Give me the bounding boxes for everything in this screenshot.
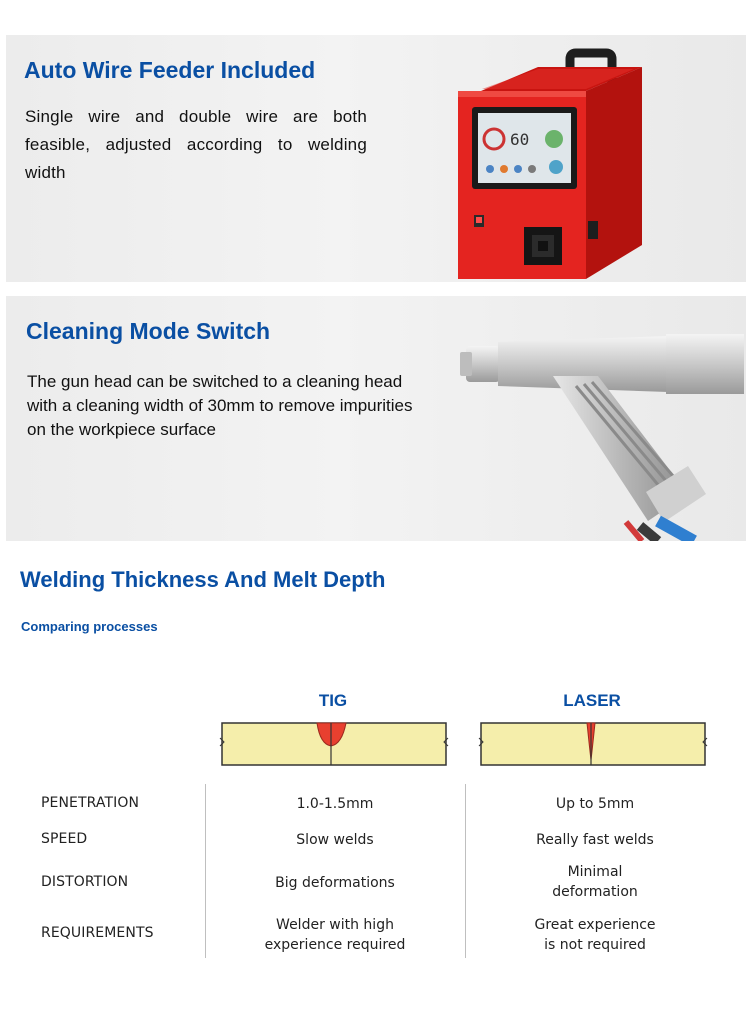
laser-speed: Really fast welds bbox=[536, 832, 654, 848]
tig-distortion: Big deformations bbox=[275, 875, 395, 891]
feature-title: Cleaning Mode Switch bbox=[26, 318, 271, 344]
tig-weld-diagram bbox=[218, 716, 450, 770]
laser-penetration: Up to 5mm bbox=[555, 796, 635, 812]
feature-description: The gun head can be switched to a cleaning head with a cleaning width of 30mm to remove impurities on the workpiece surface bbox=[27, 372, 413, 439]
laser-weld-diagram bbox=[477, 716, 709, 770]
row-label-penetration: PENETRATION bbox=[41, 795, 140, 811]
column-header-tig: TIG bbox=[318, 691, 348, 710]
laser-distortion: Minimal deformation bbox=[552, 864, 638, 900]
column-header-laser: LASER bbox=[563, 691, 621, 710]
comparison-subtitle: Comparing processes bbox=[21, 619, 158, 634]
feature-panel-wire-feeder bbox=[6, 35, 746, 282]
tig-speed: Slow welds bbox=[296, 832, 374, 848]
column-divider bbox=[465, 784, 466, 958]
laser-requirements: Great experience is not required bbox=[534, 917, 656, 953]
feature-panel-cleaning-mode bbox=[6, 296, 746, 541]
wire-feeder-image bbox=[446, 43, 656, 281]
comparison-title: Welding Thickness And Melt Depth bbox=[20, 567, 386, 592]
feature-title: Auto Wire Feeder Included bbox=[24, 57, 316, 83]
row-label-speed: SPEED bbox=[41, 831, 88, 847]
row-label-distortion: DISTORTION bbox=[41, 874, 129, 890]
tig-requirements: Welder with high experience required bbox=[264, 917, 406, 953]
tig-penetration: 1.0-1.5mm bbox=[296, 796, 374, 812]
feature-description: Single wire and double wire are both feasible, adjusted according to welding width bbox=[25, 107, 367, 182]
row-label-requirements: REQUIREMENTS bbox=[41, 925, 154, 941]
welding-gun-image bbox=[458, 316, 746, 541]
column-divider bbox=[205, 784, 206, 958]
screen-readout: 60 bbox=[510, 130, 530, 149]
